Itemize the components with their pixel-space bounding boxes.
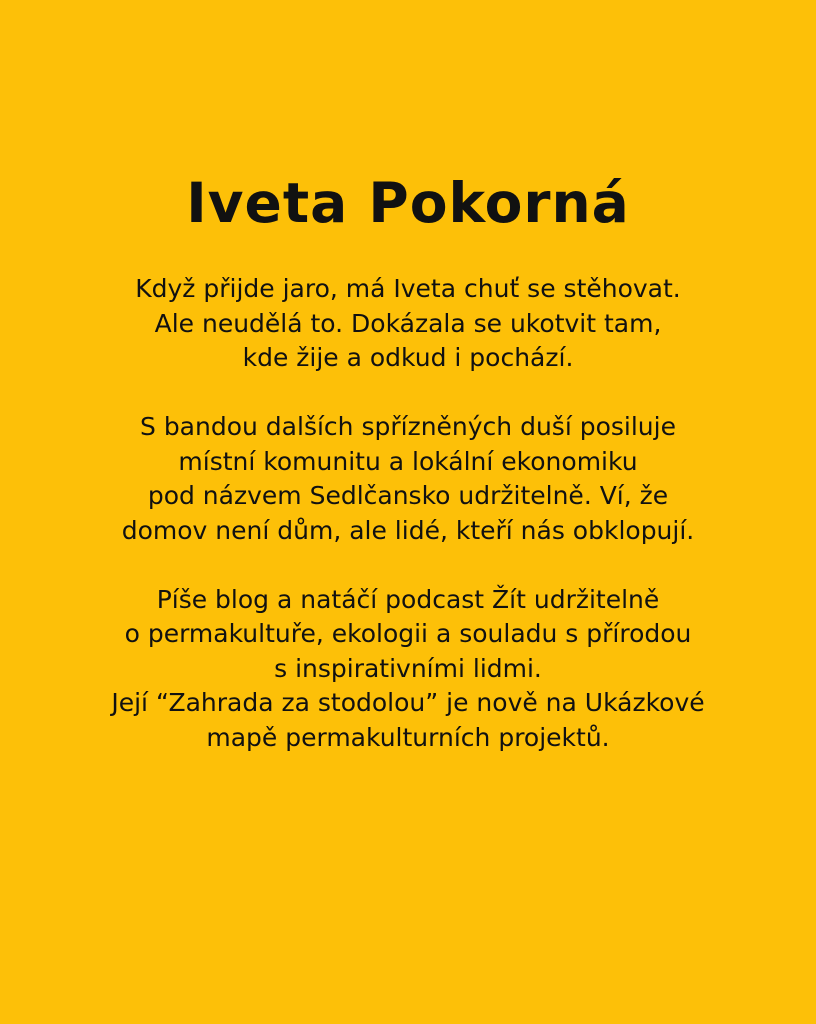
bio-line: mapě permakulturních projektů. — [206, 722, 610, 752]
bio-line: domov není dům, ale lidé, kteří nás obklopují. — [121, 515, 695, 545]
bio-line: kde žije a odkud i pochází. — [242, 343, 574, 372]
bio-line: Ale neudělá to. Dokázala se ukotvit tam, — [154, 308, 662, 338]
bio-line: S bandou dalších spřízněných duší posiluje — [140, 412, 676, 441]
bio-paragraph-3 — [0, 583, 816, 756]
bio-line: místní komunitu a lokální ekonomiku — [178, 446, 638, 476]
bio-text — [0, 272, 816, 790]
bio-line: pod názvem Sedlčansko udržitelně. Ví, že — [147, 481, 669, 510]
page-title: Iveta Pokorná — [186, 171, 630, 235]
bio-line: o permakultuře, ekologii a souladu s přírodou — [124, 619, 692, 648]
bio-line: s inspirativními lidmi. — [274, 653, 542, 683]
bio-line: Její “Zahrada za stodolou” je nově na Ukázkové — [111, 688, 705, 717]
bio-line: Když přijde jaro, má Iveta chuť se stěhovat. — [135, 274, 681, 303]
bio-paragraph-2 — [0, 410, 816, 548]
bio-line: Píše blog a natáčí podcast Žít udržitelně — [156, 584, 660, 614]
bio-paragraph-1 — [0, 272, 816, 376]
